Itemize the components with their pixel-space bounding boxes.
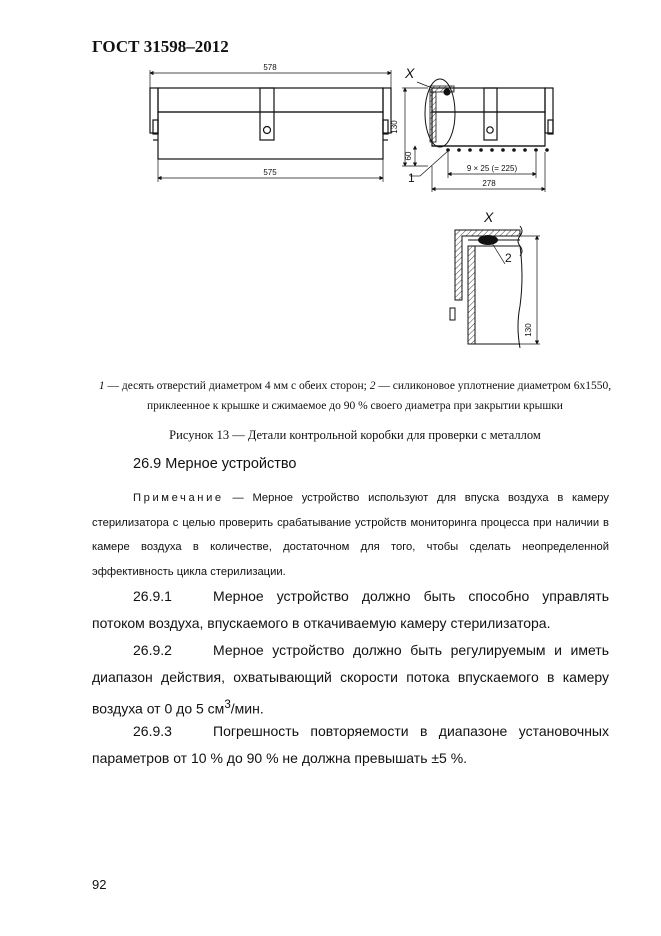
detail-x-mark: X (405, 65, 415, 81)
clause-26-9-3 (92, 718, 609, 772)
section-heading: 26.9 Мерное устройство (133, 456, 297, 472)
dimension-height: 130 (390, 120, 399, 134)
box-side-view (402, 79, 553, 166)
clause-26-9-2 (92, 637, 609, 723)
detail-x-title: X (484, 209, 494, 225)
legend-item-1-text: — десять отверстий диаметром 4 мм с обеих сторон; (104, 380, 370, 392)
clause-26-9-1 (92, 583, 609, 637)
note-label: Примечание (133, 492, 224, 504)
callout-1-label: 1 (408, 171, 415, 185)
figure-caption: Рисунок 13 — Детали контрольной коробки для проверки с металлом (169, 428, 541, 442)
clause-text: Мерное устройство должно быть способно управлять потоком воздуха, впускаемого в откачиваемую камеру стерилизатора. (92, 588, 609, 631)
dimension-right-width: 278 (482, 179, 496, 188)
figure-legend (92, 376, 618, 416)
dimension-bottom-width: 575 (263, 168, 277, 177)
dimension-top-width: 578 (263, 63, 277, 72)
note-paragraph (92, 486, 609, 584)
callout-2-label: 2 (505, 251, 512, 265)
legend-item-2-text: — силиконовое уплотнение диаметром 6x1550, приклеенное к крышке и сжимаемое до 90 % своего диаметра при закрытии крышки (147, 380, 612, 412)
clause-number: 26.9.1 (133, 588, 172, 604)
dimension-detail-height: 130 (524, 323, 533, 337)
clause-text: Мерное устройство должно быть регулируемым и иметь диапазон действия, охватывающий скорости потока впускаемого в камеру воздуха от 0 до 5 см (92, 642, 609, 717)
document-header-title: ГОСТ 31598–2012 (92, 37, 229, 56)
clause-text: Погрешность повторяемости в диапазоне установочных параметров от 10 % до 90 % не должна превышать ±5 %. (92, 723, 609, 766)
dimension-hole-spacing: 9 × 25 (= 225) (466, 164, 518, 173)
ventilation-holes (446, 148, 549, 152)
clause-superscript: 3 (224, 698, 231, 711)
box-front-view (150, 70, 391, 182)
clause-text-after: /мин. (230, 700, 264, 717)
page-number: 92 (92, 877, 107, 892)
clause-number: 26.9.3 (133, 723, 172, 739)
silicone-seal (478, 235, 498, 245)
note-text: — Мерное устройство используют для впуска воздуха в камеру стерилизатора с целью проверить срабатывание устройств мониторинга процесса при наличии в камере воздуха в количестве, достаточном для того, чтобы сделать неопределенной эффективность цикла стерилизации. (92, 492, 609, 578)
clause-number: 26.9.2 (133, 642, 172, 658)
legend-item-2-number: 2 (369, 380, 376, 392)
dimension-height-small: 60 (404, 151, 413, 161)
technical-drawing (0, 0, 661, 370)
legend-item-1-number: 1 (98, 380, 105, 392)
